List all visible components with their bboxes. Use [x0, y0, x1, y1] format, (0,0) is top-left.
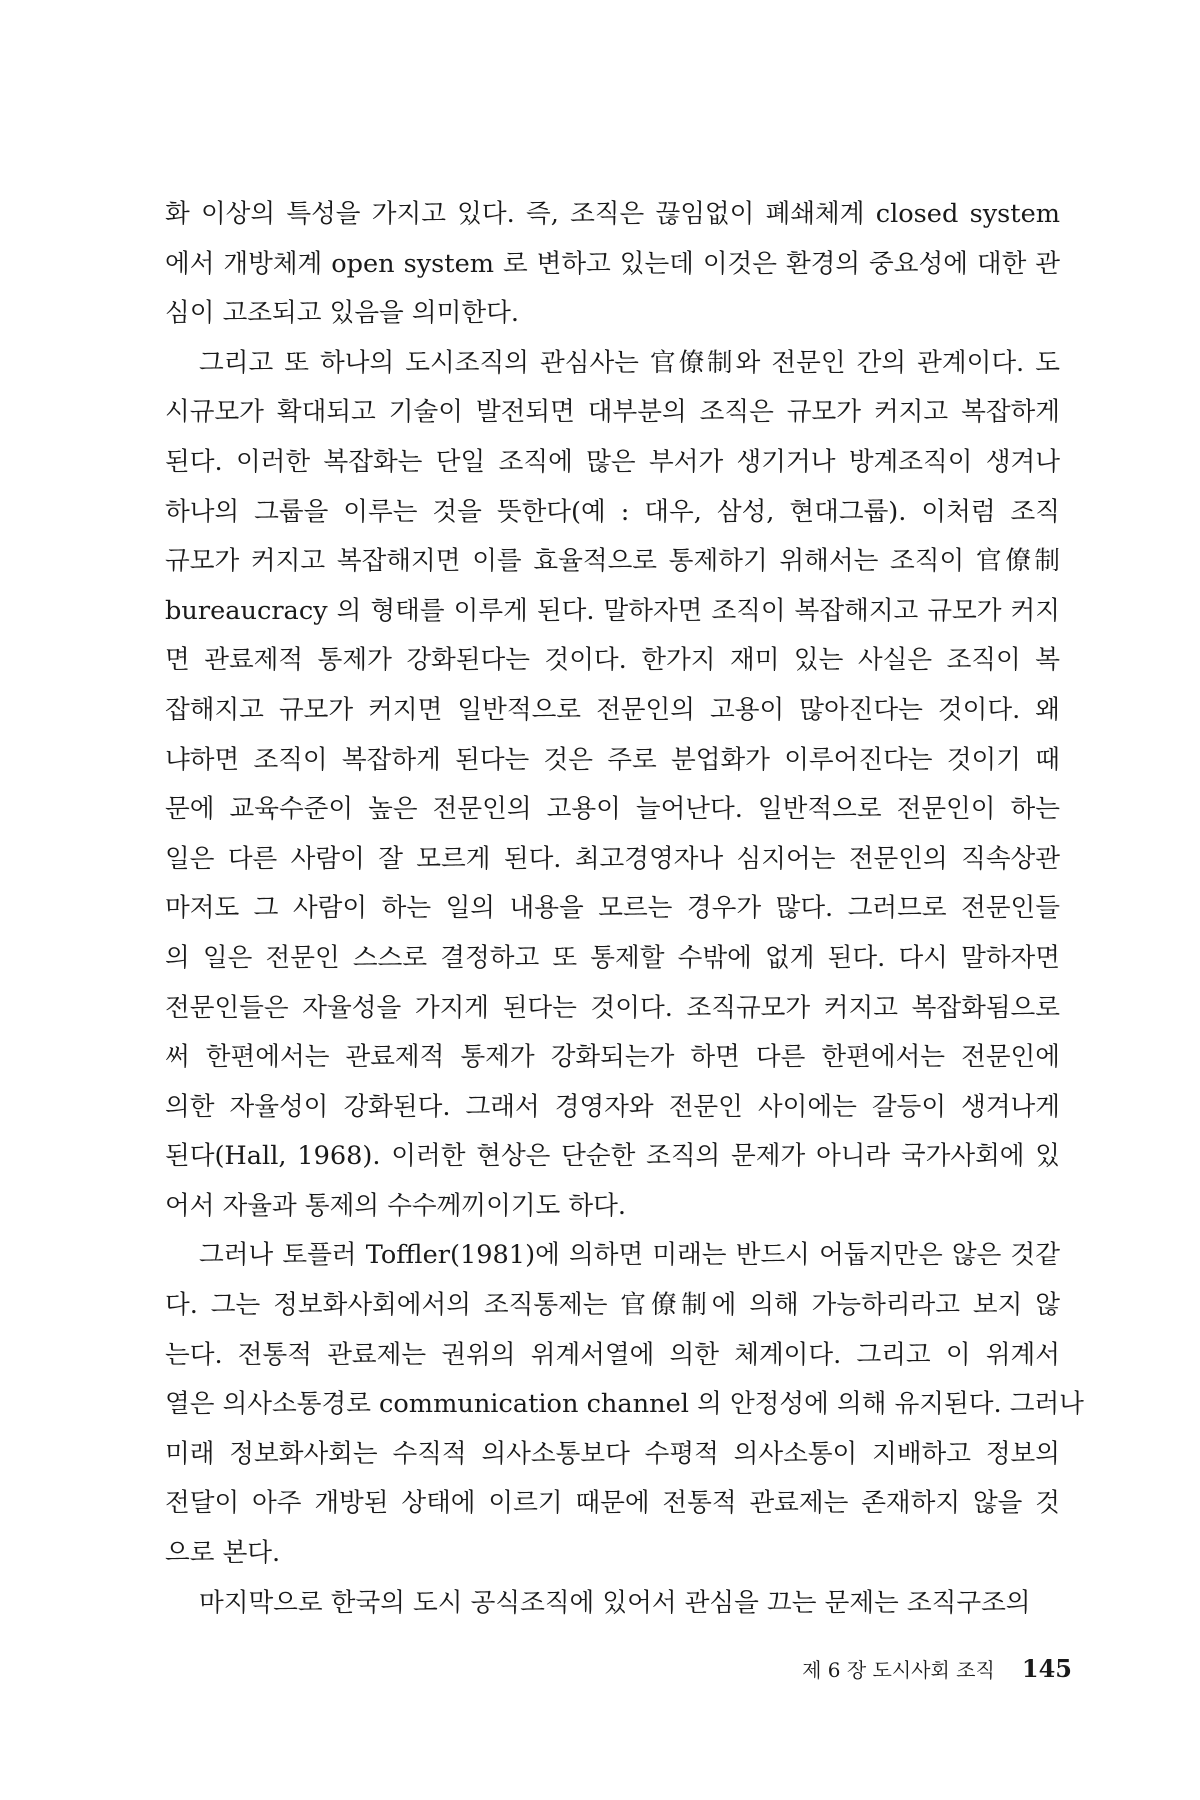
text-line: 면 관료제적 통제가 강화된다는 것이다. 한가지 재미 있는 사실은 조직이 복 — [165, 645, 1060, 676]
text-line: 써 한편에서는 관료제적 통제가 강화되는가 하면 다른 한편에서는 전문인에 — [165, 1042, 1060, 1073]
text-line: bureaucracy 의 형태를 이루게 된다. 말하자면 조직이 복잡해지고 규모가 커지 — [165, 595, 1060, 626]
text-line: 에서 개방체계 open system 로 변하고 있는데 이것은 환경의 중요성에 대한 관 — [165, 248, 1060, 279]
text-line: 된다(Hall, 1968). 이러한 현상은 단순한 조직의 문제가 아니라 국가사회에 있 — [165, 1141, 1060, 1172]
text-line: 그러나 토플러 Toffler(1981)에 의하면 미래는 반드시 어둡지만은 않은 것같 — [199, 1240, 1060, 1271]
text-line: 의한 자율성이 강화된다. 그래서 경영자와 전문인 사이에는 갈등이 생겨나게 — [165, 1091, 1060, 1122]
chapter-title: 제 6 장 도시사회 조직 — [802, 1658, 995, 1682]
text-line: 문에 교육수준이 높은 전문인의 고용이 늘어난다. 일반적으로 전문인이 하는 — [165, 794, 1060, 825]
page-footer — [802, 1654, 1072, 1683]
paragraph — [165, 339, 1060, 1232]
text-line: 으로 본다. — [165, 1538, 281, 1569]
text-line: 일은 다른 사람이 잘 모르게 된다. 최고경영자나 심지어는 전문인의 직속상관 — [165, 843, 1060, 874]
paragraph — [165, 190, 1060, 339]
paragraph — [165, 1231, 1084, 1578]
body-text — [165, 190, 1084, 1628]
text-line: 전달이 아주 개방된 상태에 이르기 때문에 전통적 관료제는 존재하지 않을 것 — [165, 1488, 1060, 1519]
text-line: 마저도 그 사람이 하는 일의 내용을 모르는 경우가 많다. 그러므로 전문인들 — [165, 893, 1060, 924]
text-line: 된다. 이러한 복잡화는 단일 조직에 많은 부서가 생기거나 방계조직이 생겨나 — [165, 446, 1060, 477]
text-line: 다. 그는 정보화사회에서의 조직통제는 官僚制에 의해 가능하리라고 보지 않 — [165, 1290, 1060, 1321]
text-line: 는다. 전통적 관료제는 권위의 위계서열에 의한 체계이다. 그리고 이 위계서 — [165, 1339, 1060, 1370]
text-line: 심이 고조되고 있음을 의미한다. — [165, 298, 519, 329]
text-line: 냐하면 조직이 복잡하게 된다는 것은 주로 분업화가 이루어진다는 것이기 때 — [165, 744, 1060, 775]
text-line: 어서 자율과 통제의 수수께끼이기도 하다. — [165, 1190, 626, 1221]
text-line: 화 이상의 특성을 가지고 있다. 즉, 조직은 끊임없이 폐쇄체계 closed system — [165, 199, 1060, 229]
text-line: 규모가 커지고 복잡해지면 이를 효율적으로 통제하기 위해서는 조직이 官僚制 — [165, 546, 1060, 577]
text-line: 마지막으로 한국의 도시 공식조직에 있어서 관심을 끄는 문제는 조직구조의 — [199, 1587, 1031, 1618]
text-line: 시규모가 확대되고 기술이 발전되면 대부분의 조직은 규모가 커지고 복잡하게 — [165, 397, 1060, 428]
text-line: 미래 정보화사회는 수직적 의사소통보다 수평적 의사소통이 지배하고 정보의 — [165, 1438, 1060, 1469]
text-line: 그리고 또 하나의 도시조직의 관심사는 官僚制와 전문인 간의 관계이다. 도 — [199, 347, 1060, 378]
text-line: 전문인들은 자율성을 가지게 된다는 것이다. 조직규모가 커지고 복잡화됨으로 — [165, 992, 1060, 1023]
paragraph — [165, 1579, 1060, 1629]
text-line: 잡해지고 규모가 커지면 일반적으로 전문인의 고용이 많아진다는 것이다. 왜 — [165, 694, 1060, 725]
text-line: 의 일은 전문인 스스로 결정하고 또 통제할 수밖에 없게 된다. 다시 말하자면 — [165, 942, 1060, 973]
text-line: 열은 의사소통경로 communication channel 의 안정성에 의해 유지된다. 그러나 — [165, 1389, 1084, 1420]
page-number: 145 — [1021, 1654, 1072, 1683]
text-line: 하나의 그룹을 이루는 것을 뜻한다(예 : 대우, 삼성, 현대그룹). 이처럼 조직 — [165, 496, 1060, 527]
